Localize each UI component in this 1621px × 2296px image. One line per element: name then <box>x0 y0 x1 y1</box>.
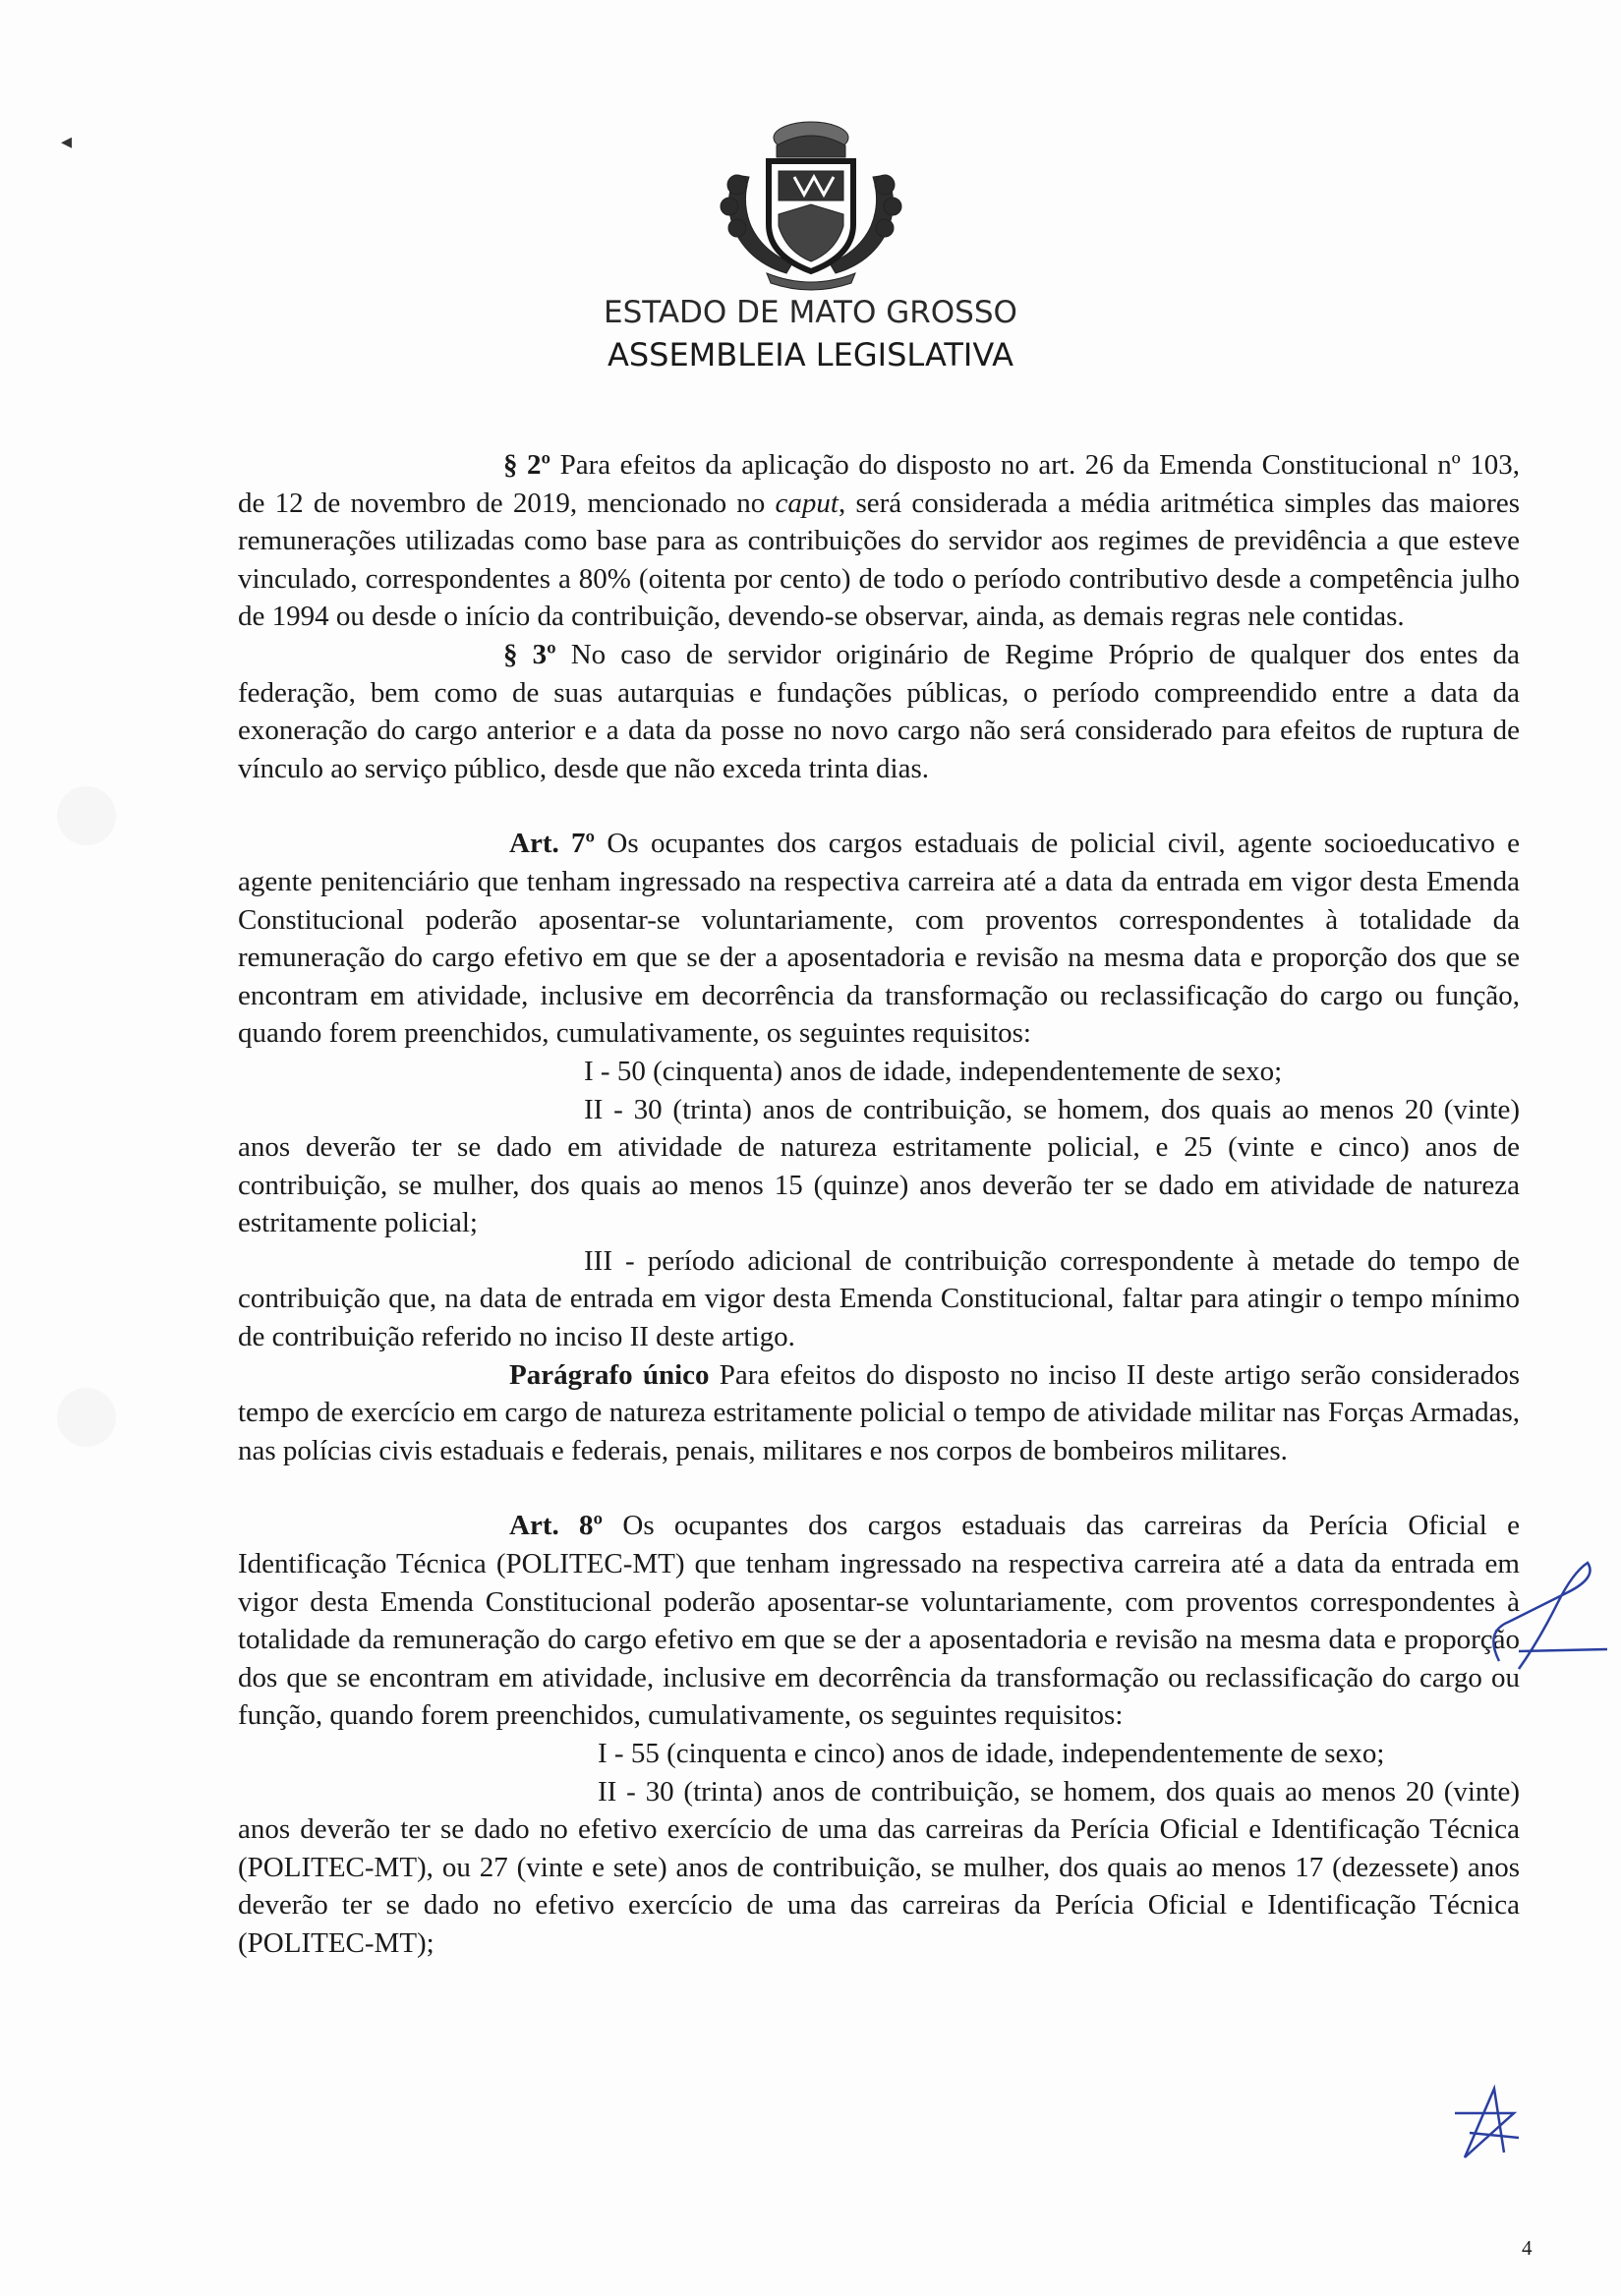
paragraph-text: No caso de servidor originário de Regime Próprio de qualquer dos entes da federação, bem como de suas autarquias e fundações públicas, o período compreendido entre a data da exoneração do cargo anterior e a data da posse no novo cargo não será considerado para efeitos de ruptura de vínculo ao serviço público, desde que não exceda trinta dias. <box>238 638 1521 784</box>
article-marker: Art. 7º <box>509 828 596 860</box>
document-body <box>238 446 1520 1963</box>
scan-artifact: ◂ <box>61 130 73 154</box>
coat-of-arms-icon <box>708 116 914 291</box>
article-7-sole-paragraph <box>238 1356 1520 1470</box>
article-7-item-ii: II - 30 (trinta) anos de contribuição, se homem, dos quais ao menos 20 (vinte) anos deverão ter se dado em atividade de natureza estritamente policial, e 25 (vinte e cinco) anos de contribuição, se mulher, dos quais ao menos 15 (quinze) anos deverão ter se dado em atividade de natureza estritamente policial; <box>238 1093 1520 1239</box>
page-number: 4 <box>1522 2236 1533 2260</box>
paragraph-marker: § 2º <box>503 449 551 481</box>
article-7-item-i: I - 50 (cinquenta) anos de idade, independentemente de sexo; <box>584 1055 1283 1087</box>
sole-paragraph-text: Para efeitos do disposto no inciso II deste artigo serão considerados tempo de exercício em cargo de natureza estritamente policial o tempo de atividade militar nas Forças Armadas, nas polícias civis estaduais e federais, penais, militares e nos corpos de bombeiros militares. <box>238 1358 1520 1466</box>
punch-hole <box>57 786 116 845</box>
article-text: Os ocupantes dos cargos estaduais das carreiras da Perícia Oficial e Identificação Técnica (POLITEC-MT) que tenham ingressado na respectiva carreira até a data da entrada em vigor desta Emenda Constitucional poderão aposentar-se voluntariamente, com proventos correspondentes à totalidade da remuneração do cargo efetivo em que se der a aposentadoria e revisão na mesma data e proporção dos que se encontram em atividade, inclusive em decorrência da transformação ou reclassificação do cargo ou função, quando forem preenchidos, cumulativamente, os seguintes requisitos: <box>238 1510 1520 1732</box>
article-8-item-ii: II - 30 (trinta) anos de contribuição, se homem, dos quais ao menos 20 (vinte) anos deverão ter se dado no efetivo exercício de uma das carreiras da Perícia Oficial e Identificação Técnica (POLITEC-MT), ou 27 (vinte e sete) anos de contribuição, se mulher, dos quais ao menos 17 (dezessete) anos deverão ter se dado no efetivo exercício de uma das carreiras da Perícia Oficial e Identificação Técnica (POLITEC-MT); <box>238 1775 1520 1959</box>
header-assembly-name: ASSEMBLEIA LEGISLATIVA <box>607 336 1014 373</box>
signature-icon <box>1445 2084 1534 2172</box>
article-text: Os ocupantes dos cargos estaduais de policial civil, agente socioeducativo e agente penitenciário que tenham ingressado na respectiva carreira até a data da entrada em vigor desta Emenda Constitucional poderão aposentar-se voluntariamente, com proventos correspondentes à totalidade da remuneração do cargo efetivo em que se der a aposentadoria e revisão na mesma data e proporção dos que se encontram em atividade, inclusive em decorrência da transformação ou reclassificação do cargo ou função, quando forem preenchidos, cumulativamente, os seguintes requisitos: <box>238 828 1521 1050</box>
paragraph-text: , será considerada a média aritmética simples das maiores remunerações utilizadas como base para as contribuições do servidor aos regimes de previdência a que esteve vinculado, correspondentes a 80% (oitenta por cento) de todo o período contributivo desde a competência julho de 1994 ou desde o início da contribuição, devendo-se observar, ainda, as demais regras nele contidas. <box>238 487 1520 633</box>
paragraph-marker: § 3º <box>503 638 556 670</box>
paragraph-3 <box>238 636 1520 787</box>
article-8-item-i: I - 55 (cinquenta e cinco) anos de idade, independentemente de sexo; <box>598 1738 1385 1769</box>
signature-icon <box>1479 1553 1617 1681</box>
sole-paragraph-marker: Parágrafo único <box>509 1358 710 1391</box>
paragraph-text: Para efeitos da aplicação do disposto no art. 26 da Emenda Constitucional nº 103, de 12 de novembro de 2019, mencionado no <box>238 449 1520 519</box>
article-marker: Art. 8º <box>509 1510 604 1542</box>
article-8 <box>238 1507 1520 1735</box>
article-7-item-iii: III - período adicional de contribuição correspondente à metade do tempo de contribuição que, na data de entrada em vigor desta Emenda Constitucional, faltar para atingir o tempo mínimo de contribuição referido no inciso II deste artigo. <box>238 1244 1520 1353</box>
article-7 <box>238 825 1520 1053</box>
italic-term: caput <box>775 487 839 519</box>
paragraph-2 <box>238 446 1520 636</box>
header-state-name: ESTADO DE MATO GROSSO <box>604 295 1017 330</box>
punch-hole <box>57 1388 116 1447</box>
